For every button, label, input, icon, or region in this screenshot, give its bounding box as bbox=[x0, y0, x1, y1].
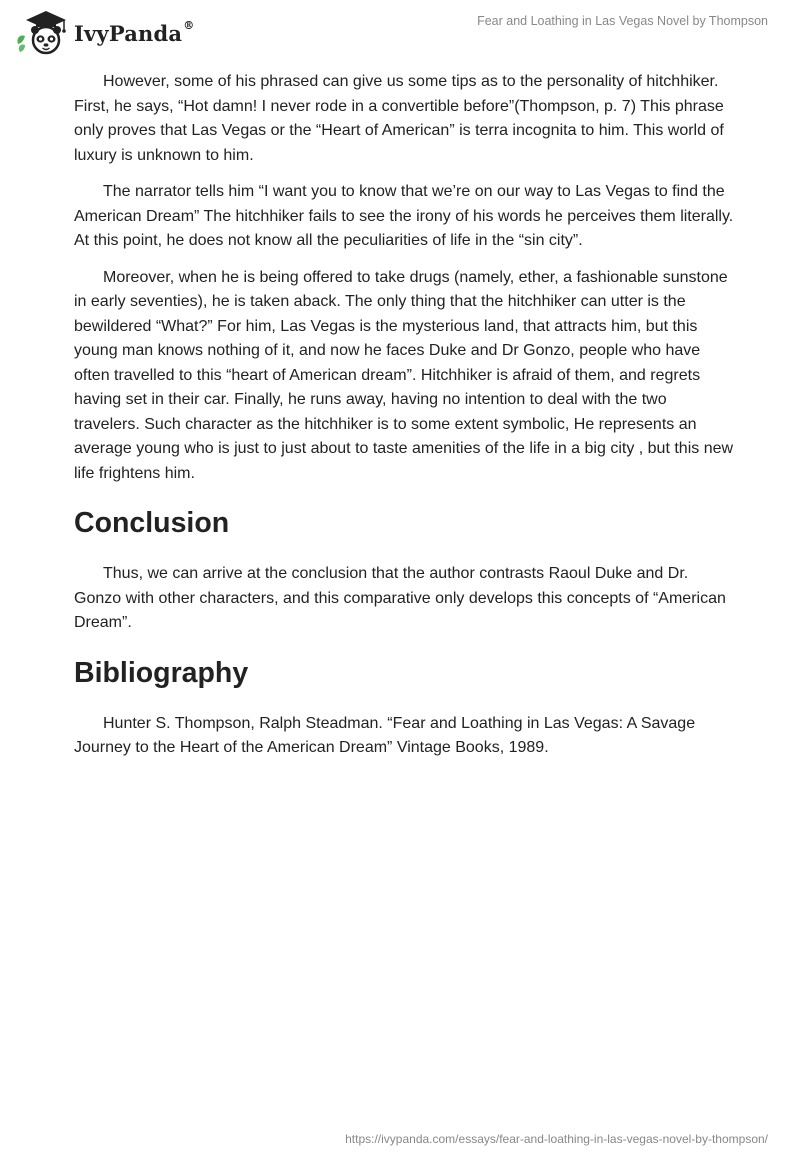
body-paragraph: The narrator tells him “I want you to know that we’re on our way to Las Vegas to find the American Dream” The hitchhiker fails to see the irony of his words he perceives them literally. At this point, he does not know all the peculiarities of life in the “sin city”. bbox=[74, 183, 734, 249]
body-paragraph: Moreover, when he is being offered to take drugs (namely, ether, a fashionable sunstone in early seventies), he is taken aback. The only thing that the hitchhiker can utter is the bewildered “What?” For him, Las Vegas is the mysterious land, that attracts him, but this young man knows nothing of it, and now he faces Duke and Dr Gonzo, people who have often travelled to this “heart of American dream”. Hitchhiker is afraid of them, and regrets having set in their car. Finally, he runs away, having no intention to deal with the two travelers. Such character as the hitchhiker is to some extent symbolic, He represents an average young who is just to just about to taste amenities of the life in a big city , but this new life frightens him. bbox=[74, 268, 734, 482]
body-paragraph: However, some of his phrased can give us some tips as to the personality of hitchhiker. First, he says, “Hot damn! I never rode in a convertible before”(Thompson, p. 7) This phrase only proves that Las Vegas or the “Heart of American” is terra incognita to him. This world of luxury is unknown to him. bbox=[74, 73, 724, 164]
ivypanda-logo[interactable] bbox=[14, 8, 194, 56]
running-title: Fear and Loathing in Las Vegas Novel by Thompson bbox=[477, 14, 768, 28]
conclusion-paragraph: Thus, we can arrive at the conclusion that the author contrasts Raoul Duke and Dr. Gonzo with other characters, and this comparative only develops this concepts of “American Dream”. bbox=[74, 565, 726, 631]
bibliography-heading: Bibliography bbox=[74, 656, 249, 689]
bibliography-entry: Hunter S. Thompson, Ralph Steadman. “Fear and Loathing in Las Vegas: A Savage Journey to the Heart of the American Dream” Vintage Books, 1989. bbox=[74, 714, 696, 756]
source-url-link[interactable]: https://ivypanda.com/essays/fear-and-loathing-in-las-vegas-novel-by-thompson/ bbox=[345, 1132, 768, 1146]
brand-name: IvyPanda® bbox=[74, 18, 195, 46]
conclusion-heading: Conclusion bbox=[74, 507, 230, 539]
registered-mark: ® bbox=[183, 18, 195, 32]
panda-graduate-icon bbox=[14, 8, 70, 56]
page-header bbox=[0, 0, 800, 60]
essay-content bbox=[74, 70, 734, 773]
